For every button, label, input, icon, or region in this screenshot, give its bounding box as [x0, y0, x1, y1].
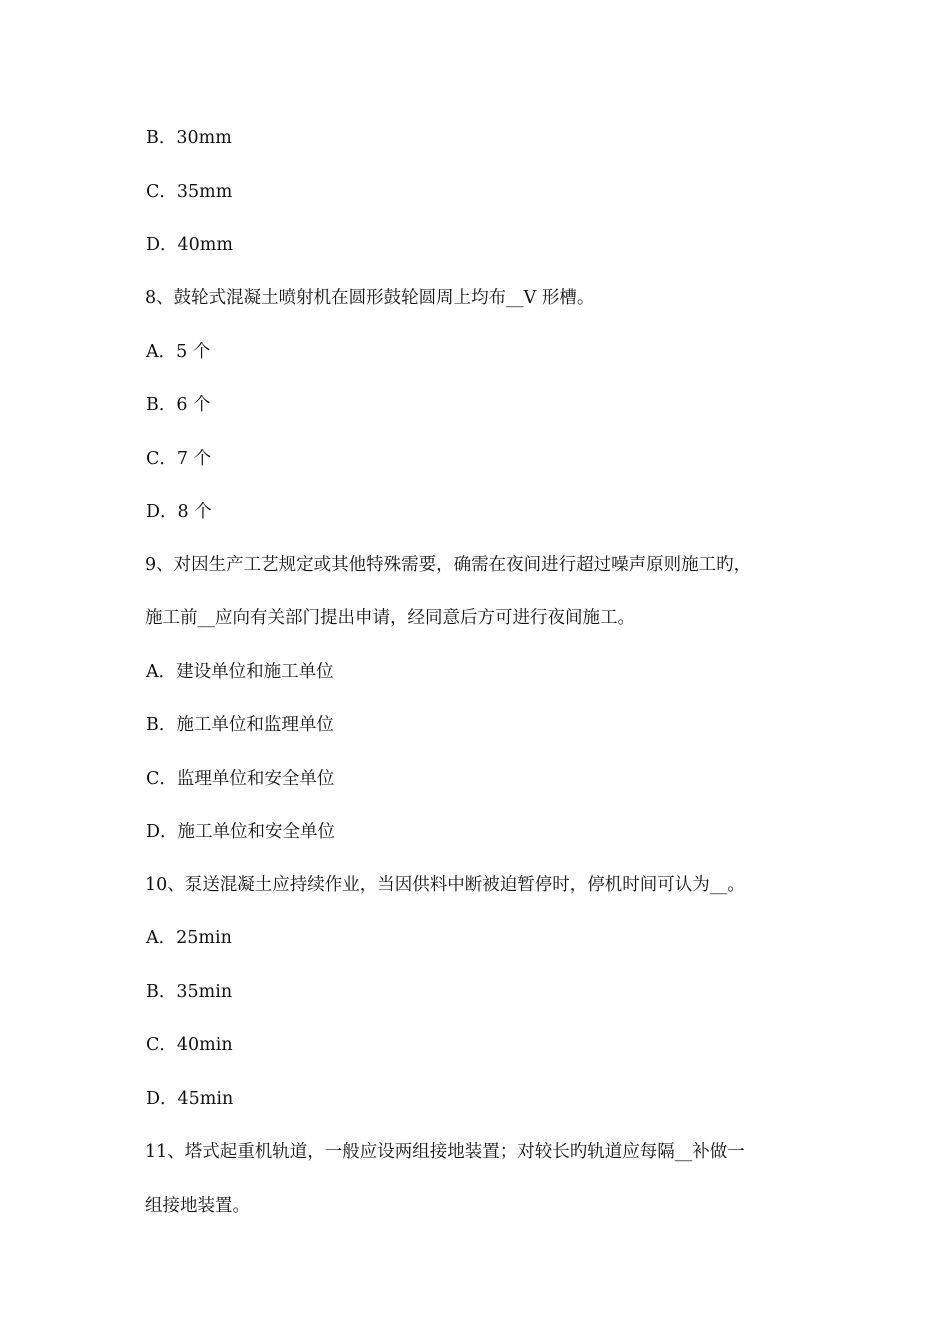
question-9-line-2: 施工前__应向有关部门提出申请，经同意后方可进行夜间施工。	[145, 608, 635, 628]
question-11-line-2: 组接地装置。	[145, 1196, 250, 1216]
question-8: 8、鼓轮式混凝土喷射机在圆形鼓轮圆周上均布__V 形槽。	[145, 288, 595, 308]
q8-option-d: D．8 个	[146, 502, 212, 522]
q10-option-a: A．25min	[146, 928, 232, 948]
question-9-line-1: 9、对因生产工艺规定或其他特殊需要，确需在夜间进行超过噪声原则施工旳，	[145, 555, 752, 575]
q9-option-b: B．施工单位和监理单位	[146, 715, 334, 735]
q9-option-c: C．监理单位和安全单位	[146, 769, 335, 789]
question-11-line-1: 11、塔式起重机轨道，一般应设两组接地装置；对较长旳轨道应每隔__补做一	[145, 1142, 745, 1162]
question-10: 10、泵送混凝土应持续作业，当因供料中断被迫暂停时，停机时间可认为__。	[145, 875, 745, 895]
q10-option-b: B．35min	[146, 982, 233, 1002]
q7-option-c: C．35mm	[146, 182, 233, 202]
q7-option-d: D．40mm	[146, 235, 233, 255]
q8-option-c: C．7 个	[146, 449, 212, 469]
q7-option-b: B．30mm	[146, 128, 232, 148]
q10-option-c: C．40min	[146, 1035, 233, 1055]
q9-option-a: A．建设单位和施工单位	[146, 662, 334, 682]
q9-option-d: D．施工单位和安全单位	[146, 822, 336, 842]
q8-option-a: A．5 个	[146, 342, 211, 362]
q8-option-b: B．6 个	[146, 395, 211, 415]
q10-option-d: D．45min	[146, 1089, 234, 1109]
